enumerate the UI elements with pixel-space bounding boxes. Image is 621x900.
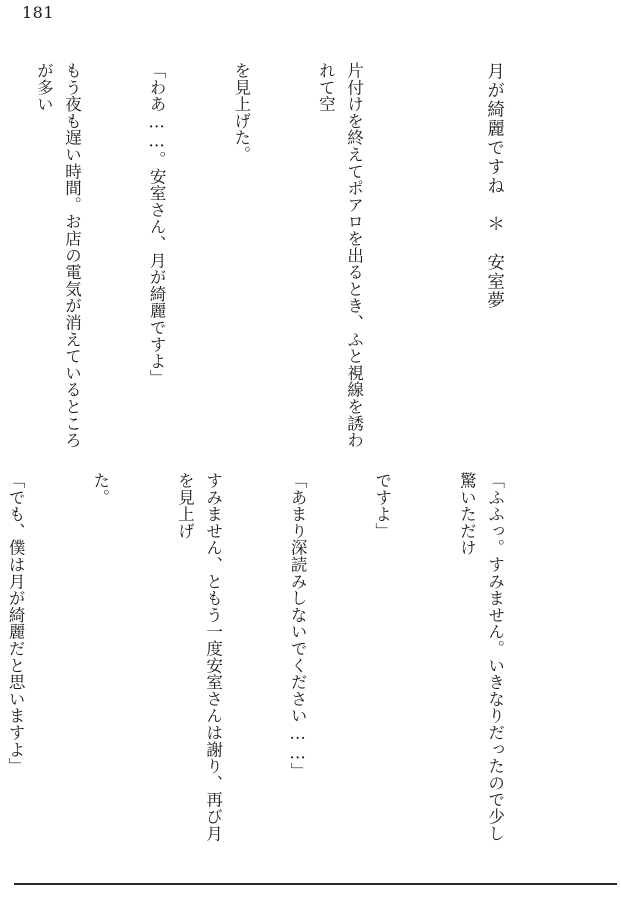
text-line: 「ふふっ。すみません。いきなりだったので少し驚いただけ xyxy=(457,472,505,842)
story-title: 月が綺麗ですね ＊ 安室夢 xyxy=(484,62,505,311)
text-line: を見上げた。 xyxy=(231,62,251,163)
lower-text-block xyxy=(6,472,565,857)
text-line: ですよ」 xyxy=(372,472,392,540)
text-line: すみません、ともう一度安室さんは謝り、再び月を見上げ xyxy=(175,472,223,842)
page-number: 181 xyxy=(22,3,55,22)
text-line: もう夜も遅い時間。お店の電気が消えているところが多い xyxy=(34,62,82,449)
bottom-rule xyxy=(14,883,617,885)
text-line: 「でも、僕は月が綺麗だと思いますよ」 xyxy=(6,472,26,775)
text-line: 片付けを終えてポアロを出るとき、ふと視線を誘われて空 xyxy=(316,62,364,449)
text-line: た。 xyxy=(90,472,110,506)
upper-text-block xyxy=(34,62,565,454)
text-line: 「わあ……。安室さん、月が綺麗ですよ」 xyxy=(147,62,167,387)
text-line: 「あまり深読みしないでください……」 xyxy=(288,472,308,780)
